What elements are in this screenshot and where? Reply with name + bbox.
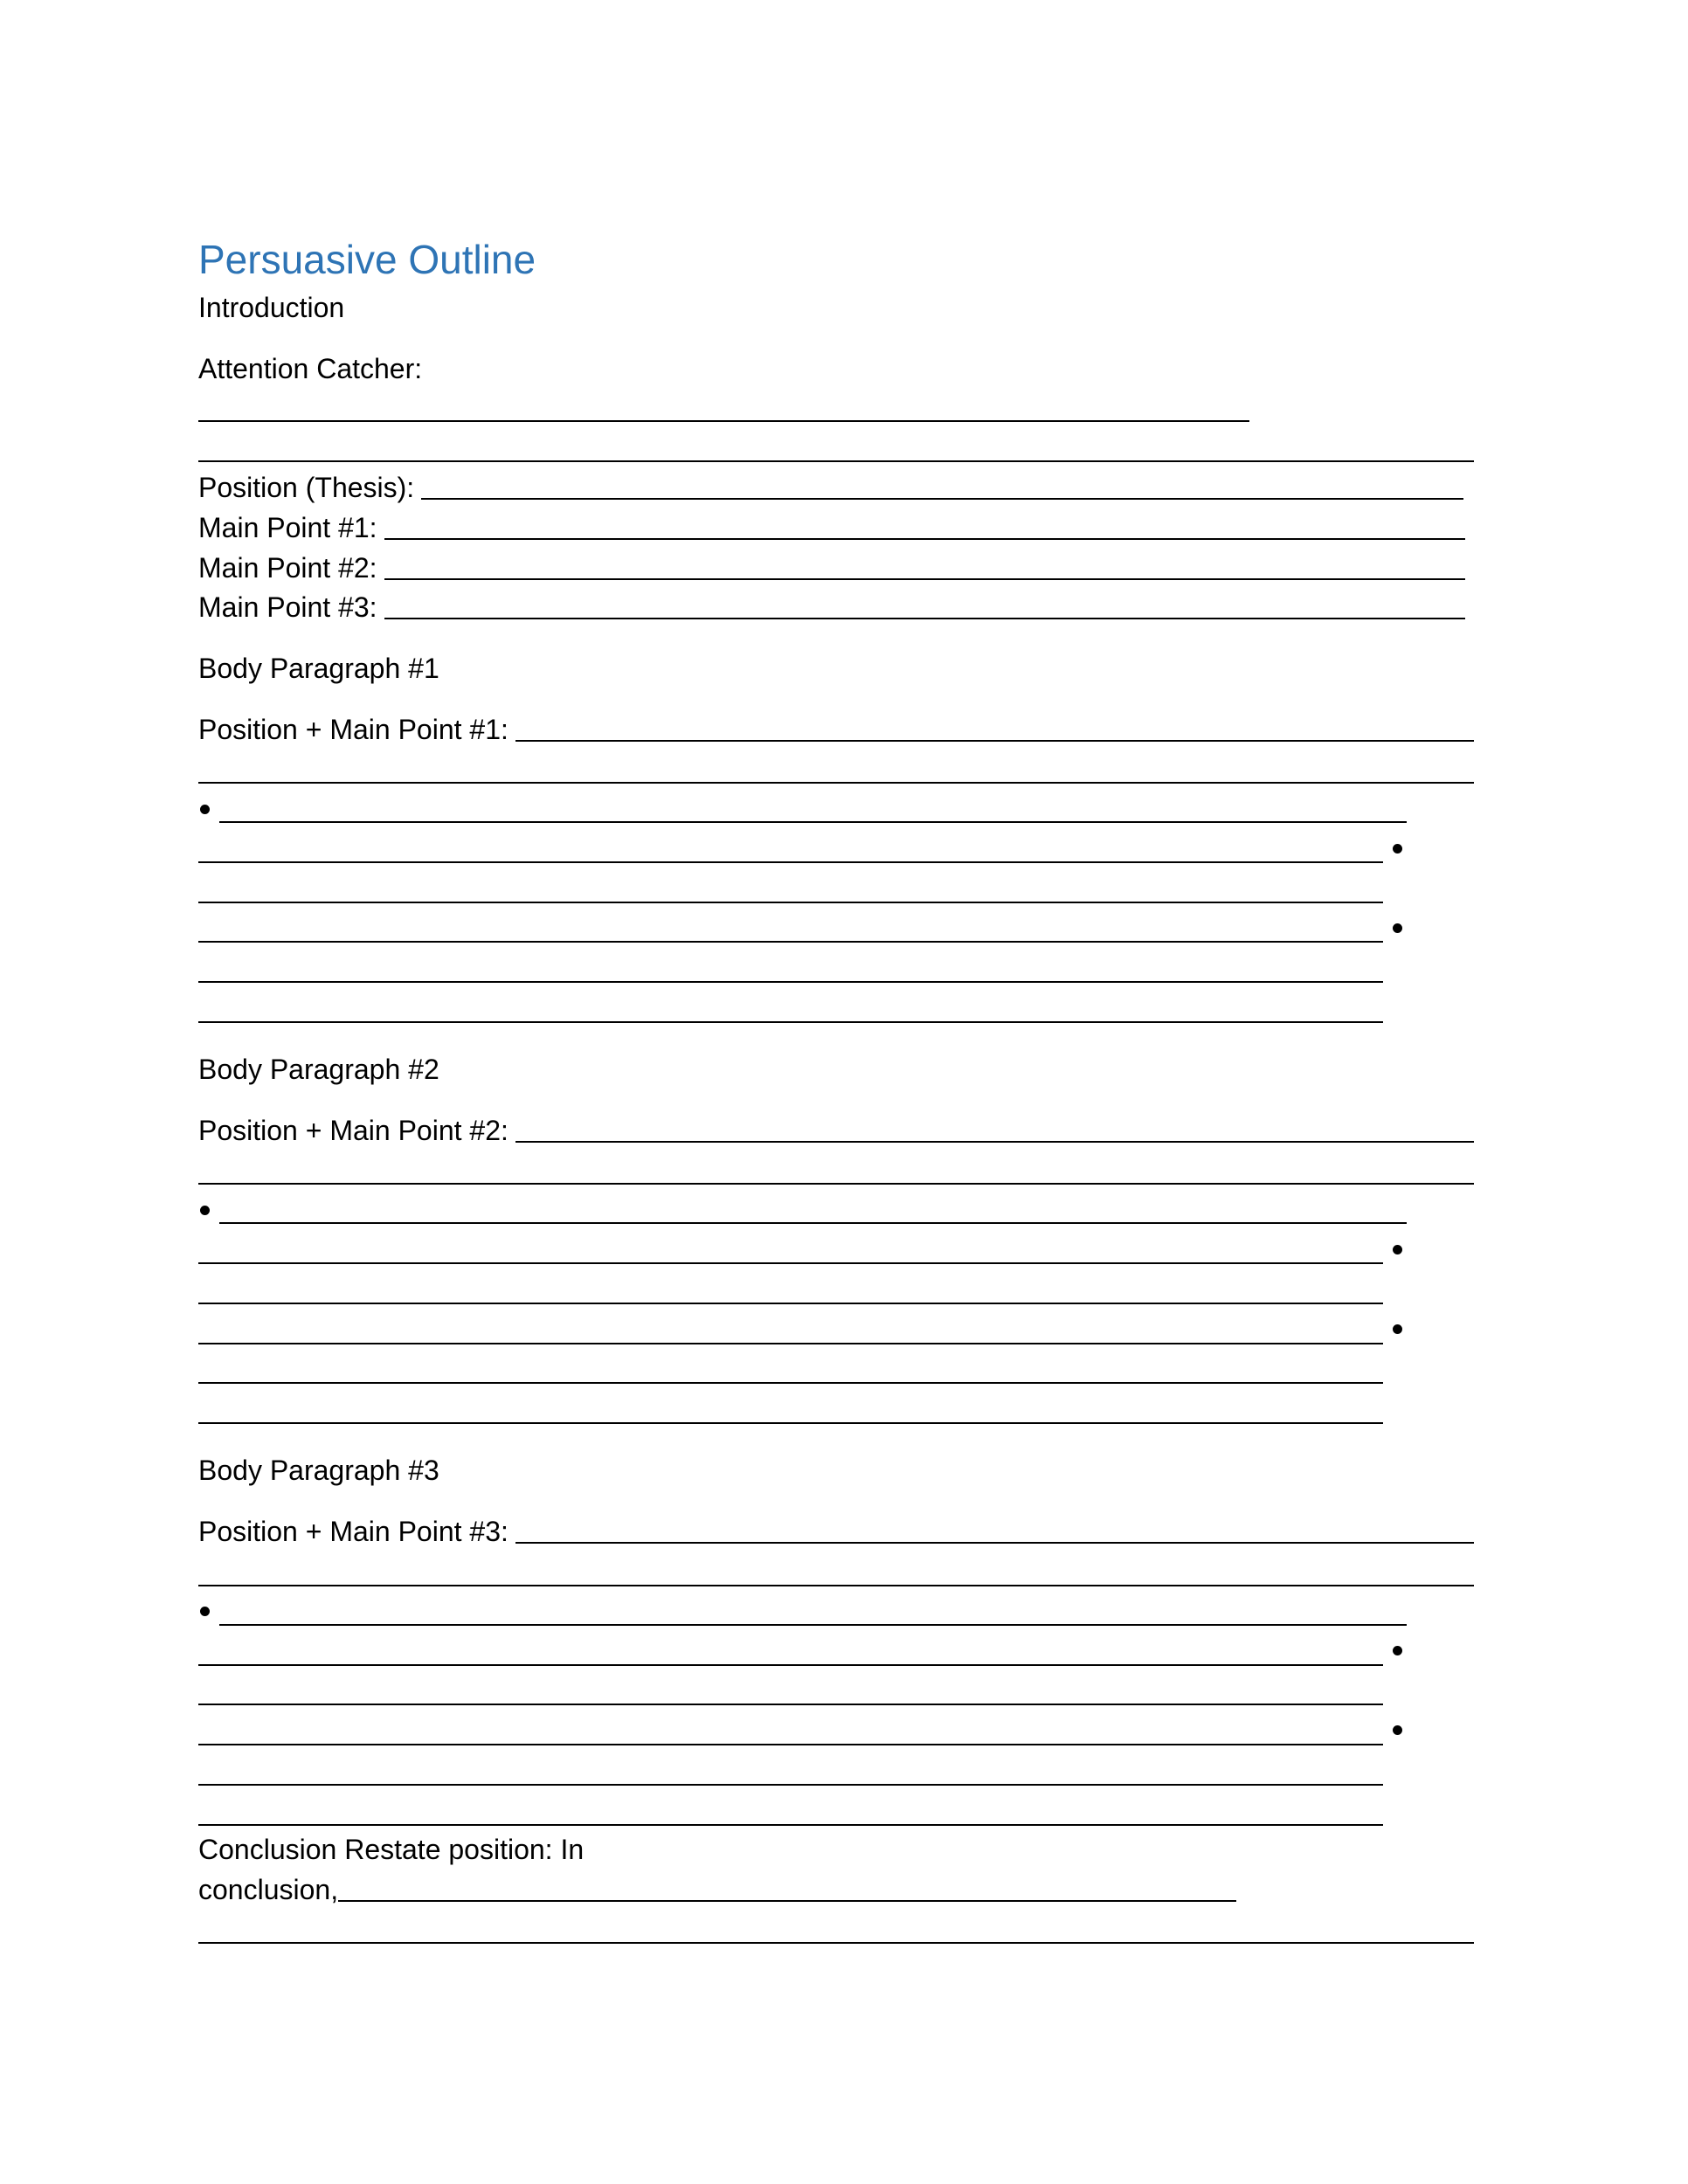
body-2-line-7[interactable]	[198, 1382, 1383, 1384]
bullet-icon	[1393, 1725, 1402, 1735]
body-3-line-6[interactable]	[198, 1744, 1383, 1745]
thesis-row	[198, 470, 1463, 505]
thesis-label: Position (Thesis):	[198, 472, 415, 503]
body-1-position-label: Position + Main Point #1:	[198, 714, 508, 745]
bullet-icon	[1393, 1245, 1402, 1254]
body-3-line-4[interactable]	[198, 1664, 1383, 1666]
body-2-position-line[interactable]	[515, 1113, 1474, 1143]
bullet-icon	[1393, 923, 1402, 933]
body-2-line-4[interactable]	[198, 1262, 1383, 1264]
attention-catcher-label: Attention Catcher:	[198, 353, 423, 384]
body-3-bullet-1-line[interactable]	[219, 1624, 1407, 1626]
page-title: Persuasive Outline	[198, 237, 536, 282]
bullet-icon	[200, 805, 210, 814]
body-2-heading: Body Paragraph #2	[198, 1054, 439, 1085]
body-1-position-row	[198, 712, 1474, 747]
body-3-line-8[interactable]	[198, 1824, 1383, 1826]
conclusion-row	[198, 1872, 1236, 1907]
body-2-position-label: Position + Main Point #2:	[198, 1115, 508, 1146]
main-point-2-label: Main Point #2:	[198, 552, 377, 584]
main-point-1-line[interactable]	[384, 510, 1465, 540]
body-2-line-5[interactable]	[198, 1303, 1383, 1304]
introduction-heading: Introduction	[198, 292, 345, 323]
conclusion-label: Conclusion Restate position: In	[198, 1834, 585, 1865]
main-point-2-row	[198, 550, 1465, 585]
body-1-line-5[interactable]	[198, 902, 1383, 903]
attention-catcher-line-2[interactable]	[198, 460, 1474, 462]
bullet-icon	[1393, 1646, 1402, 1655]
body-1-bullet-1-line[interactable]	[219, 821, 1407, 823]
conclusion-line-2[interactable]	[198, 1942, 1474, 1944]
body-1-position-line[interactable]	[515, 712, 1474, 742]
bullet-icon	[200, 1206, 210, 1215]
main-point-1-row	[198, 510, 1465, 545]
main-point-3-label: Main Point #3:	[198, 591, 377, 623]
body-1-heading: Body Paragraph #1	[198, 653, 439, 684]
body-1-line-2[interactable]	[198, 782, 1474, 784]
body-3-position-line[interactable]	[515, 1514, 1474, 1544]
body-1-line-4[interactable]	[198, 861, 1383, 863]
bullet-icon	[1393, 1324, 1402, 1334]
bullet-icon	[200, 1607, 210, 1616]
body-2-line-2[interactable]	[198, 1183, 1474, 1185]
main-point-2-line[interactable]	[384, 550, 1465, 580]
main-point-3-row	[198, 590, 1465, 625]
body-2-position-row	[198, 1113, 1474, 1148]
body-3-line-7[interactable]	[198, 1784, 1383, 1786]
body-2-line-6[interactable]	[198, 1343, 1383, 1344]
body-1-line-6[interactable]	[198, 941, 1383, 943]
body-1-line-7[interactable]	[198, 981, 1383, 983]
body-2-bullet-1-line[interactable]	[219, 1222, 1407, 1224]
conclusion-line-1[interactable]	[338, 1872, 1236, 1902]
attention-catcher-line-1[interactable]	[198, 420, 1249, 422]
main-point-1-label: Main Point #1:	[198, 512, 377, 543]
body-1-line-8[interactable]	[198, 1021, 1383, 1023]
thesis-line[interactable]	[421, 470, 1463, 500]
conclusion-prefix: conclusion,	[198, 1874, 339, 1905]
body-3-position-label: Position + Main Point #3:	[198, 1516, 508, 1547]
body-3-line-2[interactable]	[198, 1585, 1474, 1586]
body-2-line-8[interactable]	[198, 1422, 1383, 1424]
main-point-3-line[interactable]	[384, 590, 1465, 619]
body-3-line-5[interactable]	[198, 1704, 1383, 1705]
body-3-heading: Body Paragraph #3	[198, 1455, 439, 1486]
bullet-icon	[1393, 844, 1402, 854]
body-3-position-row	[198, 1514, 1474, 1549]
